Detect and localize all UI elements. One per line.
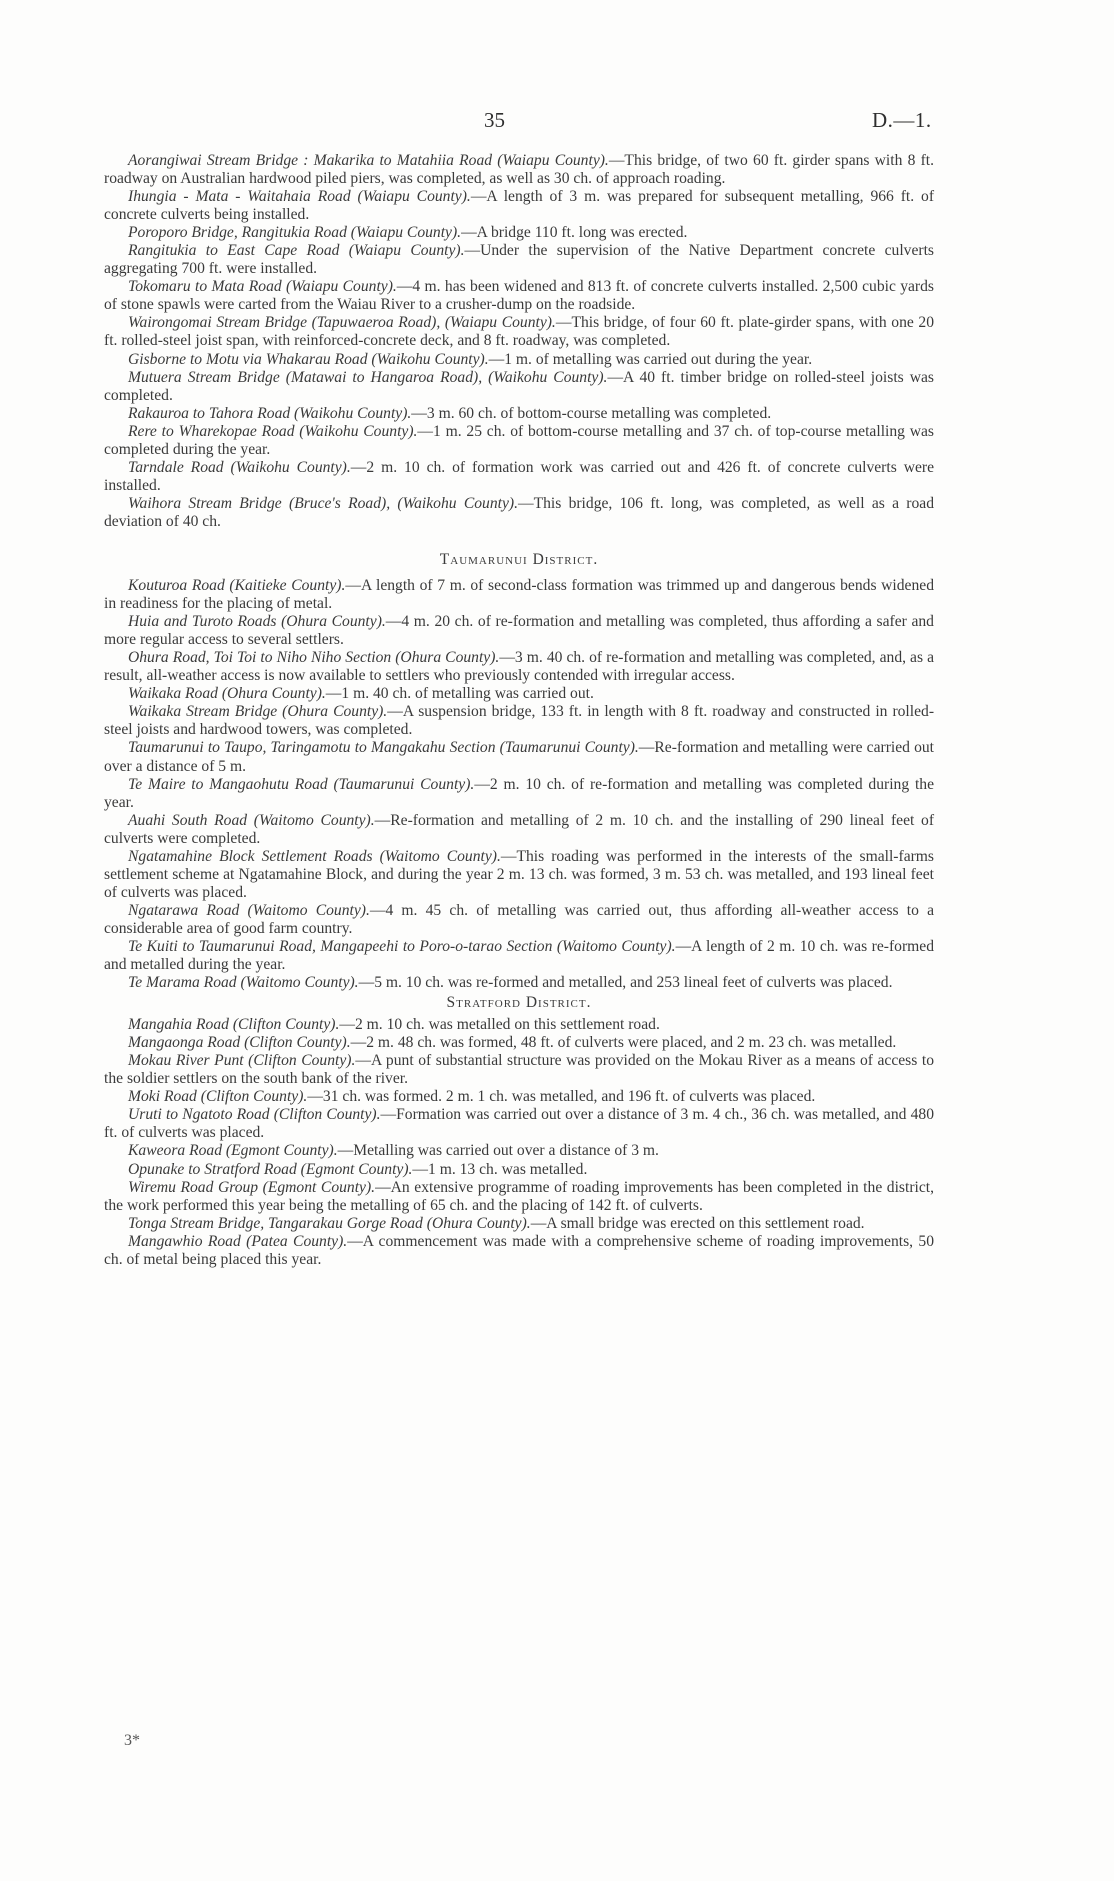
paragraph-heading: Ngatarawa Road (Waitomo County). bbox=[128, 901, 370, 919]
document-code: D.—1. bbox=[872, 108, 932, 132]
paragraph-heading: Opunake to Stratford Road (Egmont County). bbox=[128, 1160, 413, 1178]
paragraph-text: —An extensive programme of roading improvements has been completed in the district, the work performed this year being the metalling of 65 ch. and the placing of 142 ft. of culverts. bbox=[104, 1178, 935, 1214]
paragraph bbox=[104, 776, 934, 812]
paragraph bbox=[104, 152, 934, 188]
paragraph-heading: Te Marama Road (Waitomo County). bbox=[128, 974, 359, 992]
paragraph-heading: Mangahia Road (Clifton County). bbox=[128, 1016, 340, 1034]
paragraph-text: —Re-formation and metalling of 2 m. 10 ch. and the installing of 290 lineal feet of culverts were completed. bbox=[104, 811, 935, 847]
paragraph bbox=[104, 848, 934, 902]
paragraph-text: —1 m. of metalling was carried out during the year. bbox=[488, 350, 813, 368]
page-number: 35 bbox=[484, 108, 505, 132]
paragraph bbox=[104, 188, 934, 224]
section-gisborne bbox=[104, 152, 934, 531]
paragraph-text: —2 m. 10 ch. was metalled on this settlement road. bbox=[339, 1016, 660, 1034]
paragraph-heading: Tokomaru to Mata Road (Waiapu County). bbox=[128, 278, 397, 296]
paragraph bbox=[104, 577, 934, 613]
paragraph-text: —A length of 7 m. of second-class formation was trimmed up and dangerous bends widened in readiness for the placing of metal. bbox=[104, 577, 934, 613]
paragraph-text: —This bridge, 106 ft. long, was completed, as well as a road deviation of 40 ch. bbox=[104, 494, 934, 530]
paragraph-heading: Moki Road (Clifton County). bbox=[128, 1088, 308, 1106]
page-header bbox=[0, 108, 1114, 138]
paragraph-heading: Mutuera Stream Bridge (Matawai to Hangaroa Road), (Waikohu County). bbox=[128, 368, 608, 386]
paragraph-text: —A suspension bridge, 133 ft. in length with 8 ft. roadway and constructed in rolled-steel joists and hardwood towers, was completed. bbox=[104, 703, 935, 739]
district-heading-stratford: Stratford District. bbox=[446, 994, 592, 1012]
paragraph bbox=[104, 495, 934, 531]
paragraph bbox=[104, 1016, 934, 1034]
paragraph-text: —1 m. 13 ch. was metalled. bbox=[412, 1160, 588, 1178]
paragraph bbox=[104, 314, 934, 350]
paragraph-heading: Tarndale Road (Waikohu County). bbox=[128, 458, 351, 476]
paragraph bbox=[104, 1142, 934, 1160]
paragraph-text: —A length of 2 m. 10 ch. was re-formed and metalled during the year. bbox=[104, 937, 934, 974]
paragraph-heading: Te Maire to Mangaohutu Road (Taumarunui County). bbox=[128, 775, 475, 793]
paragraph-heading: Mangawhio Road (Patea County). bbox=[128, 1232, 348, 1250]
paragraph-text: —4 m. has been widened and 813 ft. of concrete culverts installed. 2,500 cubic yards of stone spawls were carted from the Waiau River to a crusher-dump on the roadside. bbox=[104, 278, 934, 314]
paragraph-heading: Uruti to Ngatoto Road (Clifton County). bbox=[128, 1106, 381, 1124]
paragraph bbox=[104, 405, 934, 423]
paragraph-heading: Poroporo Bridge, Rangitukia Road (Waiapu County). bbox=[128, 224, 462, 242]
paragraph-text: —1 m. 40 ch. of metalling was carried out. bbox=[325, 685, 594, 703]
paragraph-heading: Kouturoa Road (Kaitieke County). bbox=[128, 577, 346, 595]
paragraph-text: —3 m. 60 ch. of bottom-course metalling was completed. bbox=[411, 404, 772, 422]
paragraph-text: —4 m. 20 ch. of re-formation and metalling was completed, thus affording a safer and more regular access to several settlers. bbox=[104, 613, 934, 649]
paragraph-text: —This bridge, of two 60 ft. girder spans with 8 ft. roadway on Australian hardwood piled piers, was completed, as well as 30 ch. of approach roading. bbox=[104, 152, 934, 188]
paragraph-heading: Rere to Wharekopae Road (Waikohu County). bbox=[128, 422, 418, 440]
paragraph bbox=[104, 369, 934, 405]
paragraph bbox=[104, 938, 934, 974]
paragraph-heading: Ihungia - Mata - Waitahaia Road (Waiapu County). bbox=[128, 188, 471, 206]
paragraph-text: —2 m. 10 ch. of formation work was carried out and 426 ft. of concrete culverts were installed. bbox=[104, 458, 934, 494]
paragraph-heading: Ohura Road, Toi Toi to Niho Niho Section (Ohura County). bbox=[128, 649, 500, 667]
paragraph-text: —2 m. 48 ch. was formed, 48 ft. of culverts were placed, and 2 m. 23 ch. was metalled. bbox=[350, 1034, 897, 1052]
paragraph bbox=[104, 1233, 934, 1269]
paragraph-heading: Waikaka Road (Ohura County). bbox=[128, 685, 326, 703]
paragraph-heading: Rakauroa to Tahora Road (Waikohu County). bbox=[128, 404, 412, 422]
body-text bbox=[104, 152, 934, 1269]
paragraph bbox=[104, 1161, 934, 1179]
paragraph-text: —Under the supervision of the Native Department concrete culverts aggregating 700 ft. were installed. bbox=[104, 242, 934, 278]
paragraph-heading: Waikaka Stream Bridge (Ohura County). bbox=[128, 703, 388, 721]
paragraph bbox=[104, 902, 934, 938]
paragraph bbox=[104, 685, 934, 703]
paragraph-text: —1 m. 25 ch. of bottom-course metalling and 37 ch. of top-course metalling was completed during the year. bbox=[104, 422, 934, 458]
paragraph-text: —A bridge 110 ft. long was erected. bbox=[461, 224, 688, 242]
paragraph-heading: Auahi South Road (Waitomo County). bbox=[128, 811, 375, 829]
paragraph-text: —A small bridge was erected on this settlement road. bbox=[530, 1214, 865, 1232]
paragraph bbox=[104, 459, 934, 495]
paragraph bbox=[104, 423, 934, 459]
paragraph-text: —3 m. 40 ch. of re-formation and metalling was completed, and, as a result, all-weather access is now available to settlers who previously contended with irregular access. bbox=[104, 649, 935, 685]
paragraph-text: —31 ch. was formed. 2 m. 1 ch. was metalled, and 196 ft. of culverts was placed. bbox=[307, 1088, 816, 1106]
paragraph bbox=[104, 351, 934, 369]
paragraph-heading: Wiremu Road Group (Egmont County). bbox=[128, 1178, 376, 1196]
paragraph bbox=[104, 1179, 934, 1215]
paragraph-heading: Aorangiwai Stream Bridge : Makarika to Matahiia Road (Waiapu County). bbox=[128, 152, 609, 169]
paragraph bbox=[104, 1088, 934, 1106]
paragraph bbox=[104, 812, 934, 848]
paragraph bbox=[104, 649, 934, 685]
paragraph-heading: Taumarunui to Taupo, Taringamotu to Mangakahu Section (Taumarunui County). bbox=[128, 739, 639, 757]
section-stratford bbox=[104, 1016, 934, 1269]
paragraph-text: —Re-formation and metalling were carried out over a distance of 5 m. bbox=[104, 739, 934, 775]
paragraph bbox=[104, 613, 934, 649]
section-taumarunui bbox=[104, 577, 934, 992]
paragraph-text: —This bridge, of four 60 ft. plate-girder spans, with one 20 ft. rolled-steel joist span, with reinforced-concrete deck, and 8 ft. roadway, was completed. bbox=[104, 314, 934, 350]
paragraph-heading: Mangaonga Road (Clifton County). bbox=[128, 1034, 351, 1052]
paragraph-heading: Wairongomai Stream Bridge (Tapuwaeroa Road), (Waiapu County). bbox=[128, 314, 556, 332]
paragraph bbox=[104, 974, 934, 992]
paragraph-heading: Huia and Turoto Roads (Ohura County). bbox=[128, 613, 386, 631]
paragraph bbox=[104, 1215, 934, 1233]
paragraph-heading: Te Kuiti to Taumarunui Road, Mangapeehi to Poro-o-tarao Section (Waitomo County). bbox=[128, 937, 676, 955]
paragraph-heading: Kaweora Road (Egmont County). bbox=[128, 1142, 338, 1160]
paragraph-text: —2 m. 10 ch. of re-formation and metalling was completed during the year. bbox=[104, 775, 934, 811]
paragraph bbox=[104, 1034, 934, 1052]
paragraph bbox=[104, 278, 934, 314]
paragraph-text: —Metalling was carried out over a distance of 3 m. bbox=[337, 1142, 659, 1160]
signature-mark: 3* bbox=[124, 1732, 140, 1749]
paragraph-heading: Mokau River Punt (Clifton County). bbox=[128, 1052, 356, 1070]
paragraph-text: —A commencement was made with a comprehensive scheme of roading improvements, 50 ch. of metal being placed this year. bbox=[104, 1232, 934, 1268]
paragraph-heading: Gisborne to Motu via Whakarau Road (Waikohu County). bbox=[128, 350, 489, 368]
paragraph bbox=[104, 703, 934, 739]
paragraph-heading: Ngatamahine Block Settlement Roads (Waitomo County). bbox=[128, 847, 501, 865]
paragraph-text: —5 m. 10 ch. was re-formed and metalled, and 253 lineal feet of culverts was placed. bbox=[358, 974, 893, 992]
paragraph-text: —A length of 3 m. was prepared for subsequent metalling, 966 ft. of concrete culverts being installed. bbox=[104, 188, 935, 224]
paragraph bbox=[104, 1106, 934, 1142]
paragraph bbox=[104, 1052, 934, 1088]
paragraph bbox=[104, 739, 934, 775]
paragraph-heading: Waihora Stream Bridge (Bruce's Road), (Waikohu County). bbox=[128, 494, 518, 512]
paragraph-text: —A punt of substantial structure was provided on the Mokau River as a means of access to the soldier settlers on the south bank of the river. bbox=[104, 1052, 934, 1088]
paragraph-text: —A 40 ft. timber bridge on rolled-steel joists was completed. bbox=[104, 368, 934, 404]
district-heading-taumarunui: Taumarunui District. bbox=[439, 550, 599, 568]
paragraph bbox=[104, 242, 934, 278]
paragraph-text: —Formation was carried out over a distance of 3 m. 4 ch., 36 ch. was metalled, and 480 ft. of culverts was placed. bbox=[104, 1106, 934, 1142]
paragraph-heading: Tonga Stream Bridge, Tangarakau Gorge Road (Ohura County). bbox=[128, 1214, 531, 1232]
paragraph-text: —4 m. 45 ch. of metalling was carried out, thus affording all-weather access to a considerable area of good farm country. bbox=[104, 901, 934, 937]
paragraph-text: —This roading was performed in the interests of the small-farms settlement scheme at Ngatamahine Block, and during the year 2 m. 13 ch. was formed, 3 m. 53 ch. was metalled, and 193 lineal feet of culverts was placed. bbox=[104, 847, 935, 901]
paragraph bbox=[104, 224, 934, 242]
paragraph-heading: Rangitukia to East Cape Road (Waiapu County). bbox=[128, 242, 465, 260]
